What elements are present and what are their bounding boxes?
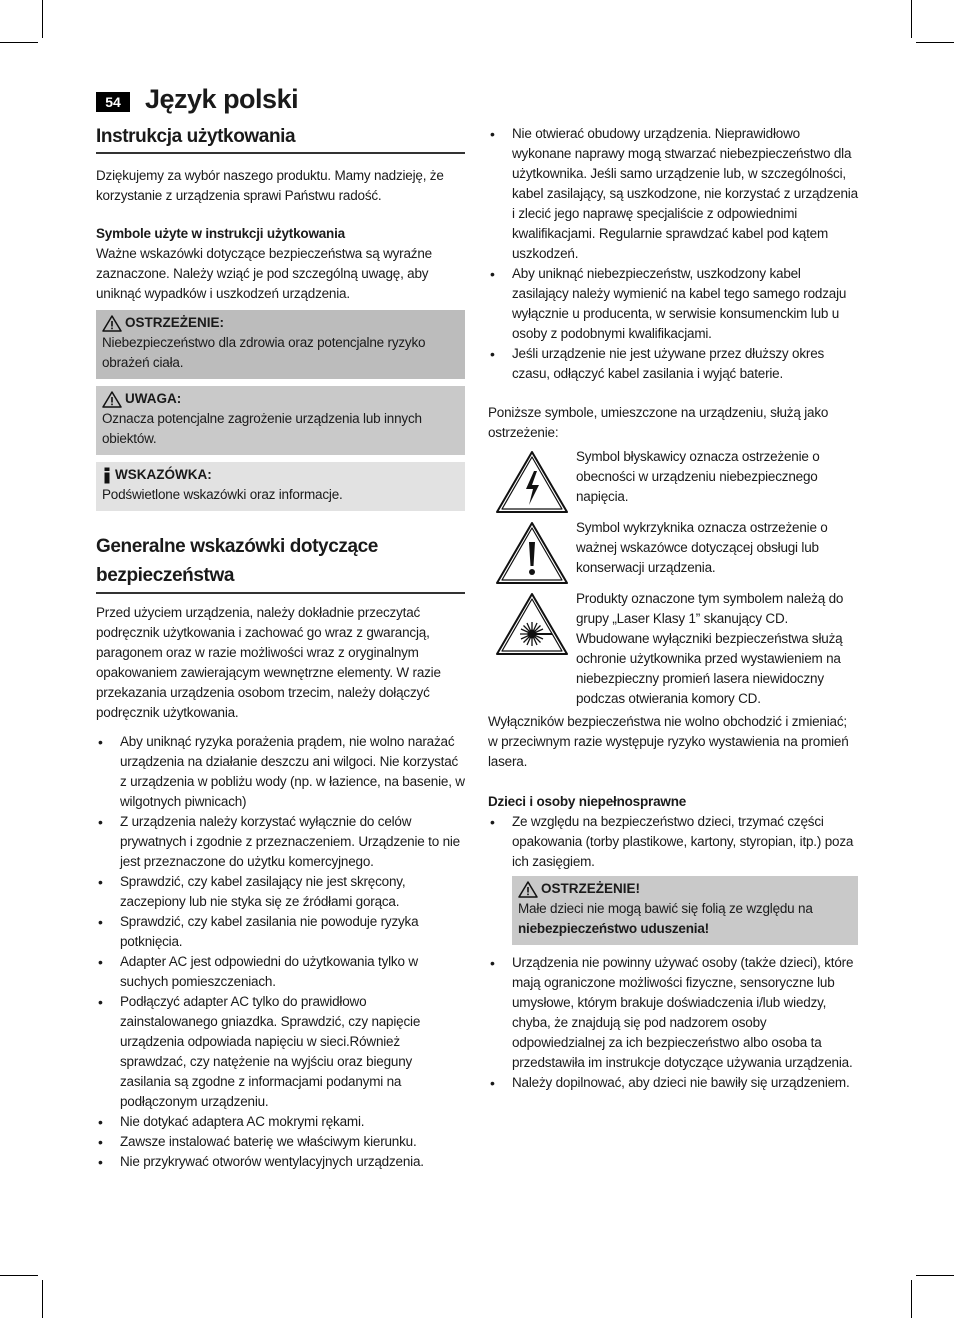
symbol-row-exclamation xyxy=(488,518,858,586)
list-item: • Nie dotykać adaptera AC mokrymi rękami. xyxy=(96,1112,465,1132)
warning-box-text: Niebezpieczeństwo dla zdrowia oraz potencjalne ryzyko obrażeń ciała. xyxy=(102,335,426,370)
safety-bullet-list-continued xyxy=(488,124,858,384)
warning-box-title: OSTRZEŻENIE: xyxy=(102,313,459,333)
section-heading-instructions: Instrukcja użytkowania xyxy=(96,124,465,154)
note-box-title: WSKAZÓWKA: xyxy=(102,465,459,485)
page-number: 54 xyxy=(96,92,130,112)
laser-warning-icon xyxy=(494,591,570,657)
list-item: • Nie otwierać obudowy urządzenia. Nieprawidłowo wykonane naprawy mogą stwarzać niebezpieczeństwo dla użytkownika. Jeśli samo urządzenie lub, w szczególności, kabel zasilający, są uszkodzone, nie korzystać z urządzenia i zlecić jego naprawę specjaliście z odpowiednimi kwalifikacjami. Regularnie sprawdzać kabel pod kątem uszkodzeń. xyxy=(488,124,858,264)
list-item: • Adapter AC jest odpowiedni do użytkowania tylko w suchych pomieszczeniach. xyxy=(96,952,465,992)
list-item: • Zawsze instalować baterię we właściwym kierunku. xyxy=(96,1132,465,1152)
children-warning-text: Małe dzieci nie mogą bawić się folią ze względu na xyxy=(518,901,813,916)
note-box-text: Podświetlone wskazówki oraz informacje. xyxy=(102,487,343,502)
children-bullet-list-2 xyxy=(488,953,858,1093)
caution-box-text: Oznacza potencjalne zagrożenie urządzenia lub innych obiektów. xyxy=(102,411,422,446)
symbol-row-laser xyxy=(488,589,858,709)
list-item: • Podłączyć adapter AC tylko do prawidłowo zainstalowanego gniazdka. Sprawdzić, czy napięcie urządzenia odpowiada napięciu w sieci.Również sprawdzać, czy natężenie na wyjściu oraz bieguny zasilania są zgodne z informacjami podanymi na podłączonym urządzeniu. xyxy=(96,992,465,1112)
crop-mark xyxy=(0,42,38,43)
lightning-warning-icon xyxy=(494,449,570,515)
children-heading: Dzieci i osoby niepełnosprawne xyxy=(488,794,687,809)
warning-triangle-icon xyxy=(518,881,538,898)
left-column xyxy=(96,124,465,1172)
list-item: • Urządzenia nie powinny używać osoby (także dzieci), które mają ograniczone możliwości fizyczne, sensoryczne lub umysłowe, którym brakuje doświadczenia i/lub wiedzy, chyba, że znajdują się pod nadzorem osoby odpowiedzialnej za ich bezpieczeństwo albo osoba ta przedstawiła im instrukcje dotyczące używania urządzenia. xyxy=(488,953,858,1073)
warning-box xyxy=(96,310,465,379)
general-paragraph: Przed użyciem urządzenia, należy dokładnie przeczytać podręcznik użytkowania i zachować go wraz z gwarancją, paragonem oraz w razie możliwości wraz z oryginalnym opakowaniem zawierającym wewnętrzne elementy. W razie przekazania urządzenia osobom trzecim, należy dołączyć podręcznik użytkowania. xyxy=(96,605,441,720)
symbol-row-lightning xyxy=(488,447,858,515)
section-heading-safety: Generalne wskazówki dotyczące bezpieczeństwa xyxy=(96,532,465,594)
list-item: • Aby uniknąć ryzyka porażenia prądem, nie wolno narażać urządzenia na działanie deszczu ani wilgoci. Nie korzystać z urządzenia w pobliżu wody (np. w łazience, na basenie, w wilgotnych piwnicach) xyxy=(96,732,465,812)
warning-triangle-icon xyxy=(102,391,122,408)
children-warning-title: OSTRZEŻENIE! xyxy=(518,879,852,899)
warning-triangle-icon xyxy=(102,315,122,332)
symbols-paragraph: Ważne wskazówki dotyczące bezpieczeństwa są wyraźne zaznaczone. Należy wziąć je pod szczególną uwagę, aby uniknąć wypadków i uszkodzeń urządzenia. xyxy=(96,246,432,301)
crop-mark xyxy=(0,1275,38,1276)
caution-box xyxy=(96,386,465,455)
symbol-text-laser: Produkty oznaczone tym symbolem należą do grupy „Laser Klasy 1” skanujący CD. Wbudowane wyłączniki bezpieczeństwa służą ochronie użytkownika przed wystawieniem na niebezpieczny promień lasera niewidoczny podczas otwierania komory CD. xyxy=(576,591,844,706)
list-item: • Sprawdzić, czy kabel zasilania nie powoduje ryzyka potknięcia. xyxy=(96,912,465,952)
crop-mark xyxy=(42,1280,43,1318)
children-warning-box xyxy=(512,876,858,945)
crop-mark xyxy=(916,1275,954,1276)
list-item: • Z urządzenia należy korzystać wyłącznie do celów prywatnych i zgodnie z przeznaczeniem. Urządzenie to nie jest przeznaczone do użytku komercyjnego. xyxy=(96,812,465,872)
caution-box-title: UWAGA: xyxy=(102,389,459,409)
list-item: • Aby uniknąć niebezpieczeństw, uszkodzony kabel zasilający należy wymienić na kabel tego samego rodzaju wyłącznie u producenta, w serwisie konsumenckim lub u osoby z podobnymi kwalifikacjami. xyxy=(488,264,858,344)
symbols-heading: Symbole użyte w instrukcji użytkowania xyxy=(96,226,345,241)
list-item: • Ze względu na bezpieczeństwo dzieci, trzymać części opakowania (torby plastikowe, kartony, styropian, itp.) poza ich zasięgiem. xyxy=(488,812,858,872)
children-bullet-list xyxy=(488,812,858,872)
language-title: Język polski xyxy=(145,84,299,114)
info-icon xyxy=(102,467,112,484)
list-item: • Jeśli urządzenie nie jest używane przez dłuższy okres czasu, odłączyć kabel zasilania i wyjąć baterie. xyxy=(488,344,858,384)
children-warning-text-bold: niebezpieczeństwo uduszenia! xyxy=(518,921,709,936)
laser-note: Wyłączników bezpieczeństwa nie wolno obchodzić i zmieniać; w przeciwnym razie występuje ryzyko wystawienia na promień lasera. xyxy=(488,714,849,769)
intro-paragraph: Dziękujemy za wybór naszego produktu. Mamy nadzieję, że korzystanie z urządzenia sprawi Państwu radość. xyxy=(96,168,444,203)
right-column xyxy=(488,124,858,1093)
list-item: • Sprawdzić, czy kabel zasilający nie jest skręcony, zaczepiony lub nie styka się ze źródłami gorąca. xyxy=(96,872,465,912)
exclamation-warning-icon xyxy=(494,520,570,586)
symbol-text-exclamation: Symbol wykrzyknika oznacza ostrzeżenie o ważnej wskazówce dotyczącej obsługi lub konserwacji urządzenia. xyxy=(576,520,828,575)
crop-mark xyxy=(42,0,43,38)
note-box xyxy=(96,462,465,511)
crop-mark xyxy=(911,0,912,38)
list-item: • Należy dopilnować, aby dzieci nie bawiły się urządzeniem. xyxy=(488,1073,858,1093)
crop-mark xyxy=(916,42,954,43)
list-item: • Nie przykrywać otworów wentylacyjnych urządzenia. xyxy=(96,1152,465,1172)
symbols-intro: Poniższe symbole, umieszczone na urządzeniu, służą jako ostrzeżenie: xyxy=(488,405,829,440)
symbol-text-lightning: Symbol błyskawicy oznacza ostrzeżenie o obecności w urządzeniu niebezpiecznego napięcia. xyxy=(576,449,820,504)
safety-bullet-list xyxy=(96,732,465,1172)
crop-mark xyxy=(911,1280,912,1318)
